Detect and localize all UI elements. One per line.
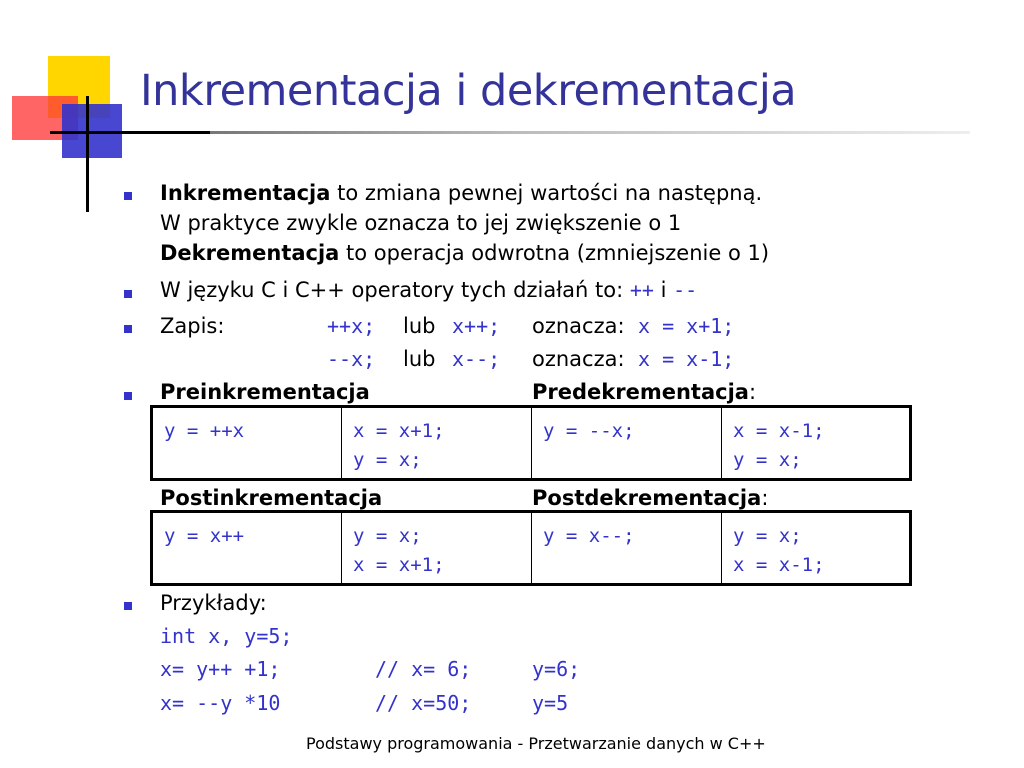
- bullet-marker: [124, 290, 132, 298]
- cpp-operator-inc: ++: [629, 278, 654, 302]
- cell-text: y = x; x = x+1;: [353, 525, 445, 576]
- zapis-row2-meaning: x = x-1;: [638, 347, 735, 371]
- example-line-2-code: x= y++ +1;: [160, 657, 281, 681]
- table-cell: [532, 407, 722, 480]
- decor-title-underline: [50, 131, 210, 134]
- table-row: [152, 407, 911, 480]
- term-decrement: Dekrementacja: [160, 241, 340, 265]
- bullet-marker: [124, 192, 132, 200]
- preincrement-table: [150, 405, 912, 481]
- table-cell: [722, 512, 911, 585]
- example-line-2-comment: // x= 6;: [375, 657, 472, 681]
- zapis-label: Zapis:: [160, 314, 225, 338]
- zapis-row2-postdec: x--;: [452, 347, 501, 371]
- heading-postdecrement: [532, 483, 768, 513]
- definition-decrement: [160, 238, 769, 268]
- decor-vertical-line: [86, 96, 89, 212]
- table-cell: [532, 512, 722, 585]
- bullet-marker: [124, 602, 132, 610]
- examples-label: Przykłady:: [160, 591, 267, 615]
- cell-text: y = ++x: [164, 420, 245, 442]
- postincrement-table: [150, 510, 912, 586]
- decor-title-underline-fade: [210, 131, 970, 134]
- example-line-1: int x, y=5;: [160, 624, 293, 648]
- zapis-row2-oznacza: oznacza:: [532, 347, 625, 371]
- cpp-operator-dec: --: [673, 278, 698, 302]
- heading-predecrement-text: Predekrementacja: [532, 380, 749, 404]
- example-line-3-comment: // x=50;: [375, 691, 472, 715]
- cell-text: y = --x;: [543, 420, 635, 442]
- slide-title: Inkrementacja i dekrementacja: [140, 66, 797, 116]
- zapis-row1-oznacza: oznacza:: [532, 314, 625, 338]
- cell-text: y = x--;: [543, 525, 635, 547]
- cell-text: x = x-1; y = x;: [733, 420, 825, 471]
- definition-increment-detail: W praktyce zwykle oznacza to jej zwiększenie o 1: [160, 211, 682, 235]
- heading-preincrement: Preinkrementacja: [160, 380, 370, 404]
- term-increment: Inkrementacja: [160, 181, 331, 205]
- cell-text: y = x++: [164, 525, 245, 547]
- example-line-3-code: x= --y *10: [160, 691, 281, 715]
- zapis-row2-lub: lub: [403, 347, 436, 371]
- bullet-marker: [124, 392, 132, 400]
- definition-increment-text: to zmiana pewnej wartości na następną.: [330, 181, 763, 205]
- slide-footer: Podstawy programowania - Przetwarzanie danych w C++: [306, 734, 766, 753]
- table-cell: [152, 512, 342, 585]
- cpp-operators-line: [160, 275, 697, 305]
- table-cell: [722, 407, 911, 480]
- zapis-row1-preinc: ++x;: [327, 314, 376, 338]
- cell-text: x = x+1; y = x;: [353, 420, 445, 471]
- zapis-row1-postinc: x++;: [452, 314, 501, 338]
- table-cell: [342, 407, 532, 480]
- table-row: [152, 512, 911, 585]
- definition-increment: [160, 178, 762, 208]
- zapis-row1-meaning: x = x+1;: [638, 314, 735, 338]
- heading-postdecrement-text: Postdekrementacja: [532, 486, 762, 510]
- zapis-row2-predec: --x;: [327, 347, 376, 371]
- table-cell: [342, 512, 532, 585]
- example-line-2-result: y=6;: [532, 657, 581, 681]
- bullet-marker: [124, 325, 132, 333]
- heading-colon: :: [748, 380, 757, 404]
- heading-colon: :: [761, 486, 769, 510]
- cpp-operators-text: W języku C i C++ operatory tych działań to:: [160, 278, 630, 302]
- cpp-operators-and: i: [653, 278, 674, 302]
- table-cell: [152, 407, 342, 480]
- heading-predecrement: [532, 377, 756, 407]
- zapis-row1-lub: lub: [403, 314, 436, 338]
- example-line-3-result: y=5: [532, 691, 569, 715]
- cell-text: y = x; x = x-1;: [733, 525, 825, 576]
- heading-postincrement: Postinkrementacja: [160, 486, 383, 510]
- definition-decrement-text: to operacja odwrotna (zmniejszenie o 1): [339, 241, 770, 265]
